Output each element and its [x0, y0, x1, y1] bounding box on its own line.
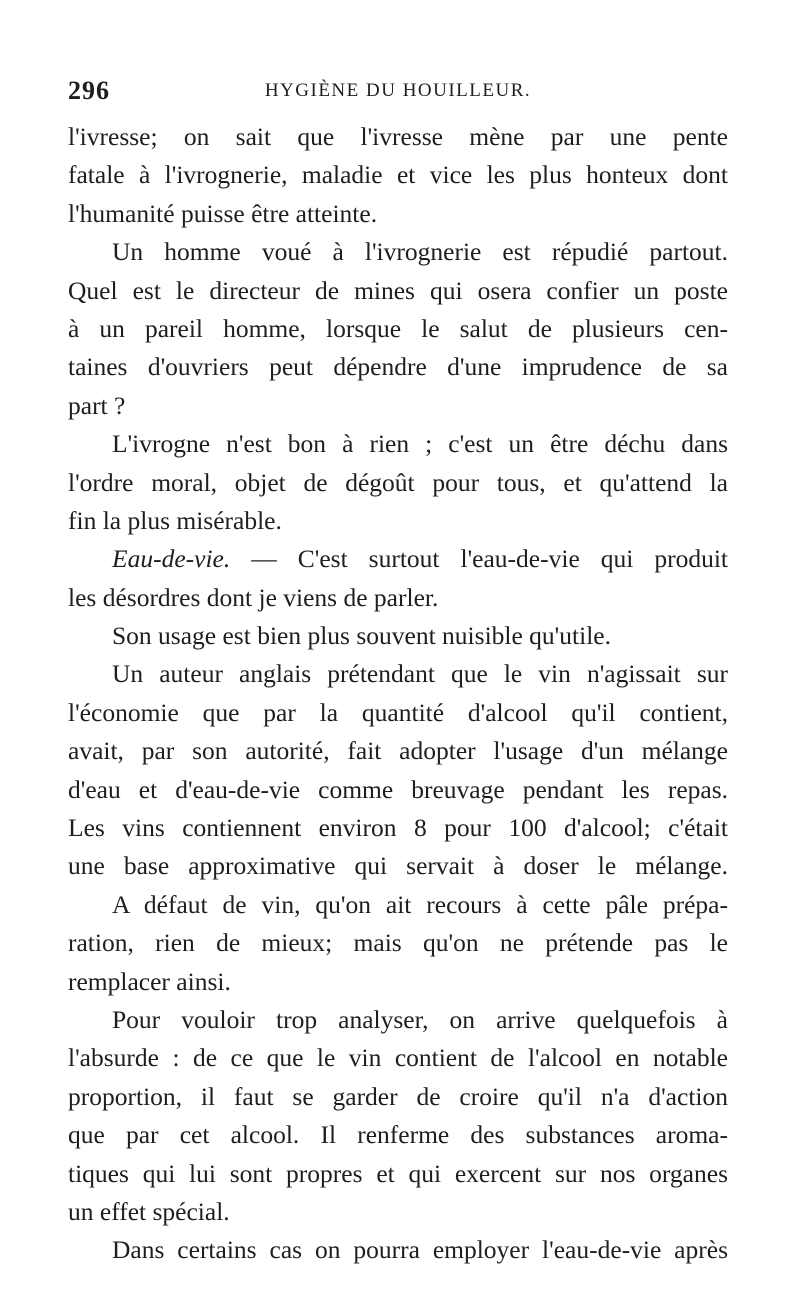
text-line	[68, 963, 728, 1001]
text-line-content: que par cet alcool. Il renferme des substances aroma-	[68, 1120, 728, 1150]
text-line	[68, 118, 728, 156]
text-line	[68, 847, 728, 885]
text-line-content: A défaut de vin, qu'on ait recours à cette pâle prépa-	[112, 889, 728, 919]
text-line	[68, 464, 728, 502]
running-title: HYGIÈNE DU HOUILLEUR.	[264, 80, 532, 101]
text-line-content: Un homme voué à l'ivrognerie est répudié partout.	[112, 237, 728, 267]
text-line-content: remplacer ainsi.	[68, 966, 231, 996]
text-line-content: l'absurde : de ce que le vin contient de l'alcool en notable	[68, 1043, 728, 1073]
text-line-content: l'ordre moral, objet de dégoût pour tous, et qu'attend la	[68, 467, 728, 497]
text-line	[68, 272, 728, 310]
text-line-content: proportion, il faut se garder de croire qu'il n'a d'action	[68, 1081, 728, 1111]
text-line	[68, 425, 728, 463]
page-number: 296	[68, 76, 110, 105]
text-line	[68, 233, 728, 271]
text-line	[68, 809, 728, 847]
text-line	[68, 617, 728, 655]
text-line-content: Les vins contiennent environ 8 pour 100 d'alcool; c'était	[68, 813, 728, 843]
text-line	[68, 694, 728, 732]
text-line	[68, 1078, 728, 1116]
text-line-content: Quel est le directeur de mines qui osera confier un poste	[68, 275, 728, 305]
text-line	[68, 579, 728, 617]
page-header	[68, 76, 728, 110]
text-line-content: — C'est surtout l'eau-de-vie qui produit	[230, 544, 728, 574]
text-line-content: un effet spécial.	[68, 1196, 230, 1226]
text-line	[68, 310, 728, 348]
text-line-content: avait, par son autorité, fait adopter l'usage d'un mélange	[68, 736, 728, 766]
text-line	[68, 540, 728, 578]
text-line	[68, 924, 728, 962]
text-line-content: Son usage est bien plus souvent nuisible qu'utile.	[112, 621, 611, 651]
text-line	[68, 195, 728, 233]
text-line	[68, 348, 728, 386]
text-line	[68, 1001, 728, 1039]
text-line-content: L'ivrogne n'est bon à rien ; c'est un être déchu dans	[112, 429, 728, 459]
body-text	[68, 118, 728, 1270]
text-line	[68, 1231, 728, 1269]
text-line-content: une base approximative qui servait à doser le mélange.	[68, 851, 728, 881]
text-line-content: Pour vouloir trop analyser, on arrive quelquefois à	[112, 1004, 728, 1034]
text-line	[68, 387, 728, 425]
text-line-content: d'eau et d'eau-de-vie comme breuvage pendant les repas.	[68, 774, 728, 804]
text-line-content: à un pareil homme, lorsque le salut de plusieurs cen-	[68, 313, 728, 343]
text-line	[68, 886, 728, 924]
text-line	[68, 502, 728, 540]
text-line	[68, 1116, 728, 1154]
text-line-content: Dans certains cas on pourra employer l'eau-de-vie après	[112, 1235, 728, 1265]
text-line-content: l'économie que par la quantité d'alcool qu'il contient,	[68, 697, 728, 727]
text-line	[68, 1155, 728, 1193]
text-line-content: part ?	[68, 390, 126, 420]
text-line	[68, 732, 728, 770]
text-line-content: l'humanité puisse être atteinte.	[68, 198, 378, 228]
text-line-content: tiques qui lui sont propres et qui exercent sur nos organes	[68, 1158, 728, 1188]
text-line	[68, 771, 728, 809]
section-heading: Eau-de-vie.	[112, 544, 231, 574]
text-line-content: Un auteur anglais prétendant que le vin n'agissait sur	[112, 659, 728, 689]
text-line	[68, 655, 728, 693]
text-line-content: fin la plus misérable.	[68, 505, 282, 535]
text-line	[68, 1193, 728, 1231]
text-line-content: ration, rien de mieux; mais qu'on ne prétende pas le	[68, 928, 728, 958]
text-line	[68, 156, 728, 194]
text-line	[68, 1039, 728, 1077]
text-line-content: les désordres dont je viens de parler.	[68, 582, 439, 612]
text-line-content: taines d'ouvriers peut dépendre d'une imprudence de sa	[68, 352, 728, 382]
text-line-content: l'ivresse; on sait que l'ivresse mène par une pente	[68, 122, 728, 151]
text-line-content: fatale à l'ivrognerie, maladie et vice les plus honteux dont	[68, 160, 728, 190]
